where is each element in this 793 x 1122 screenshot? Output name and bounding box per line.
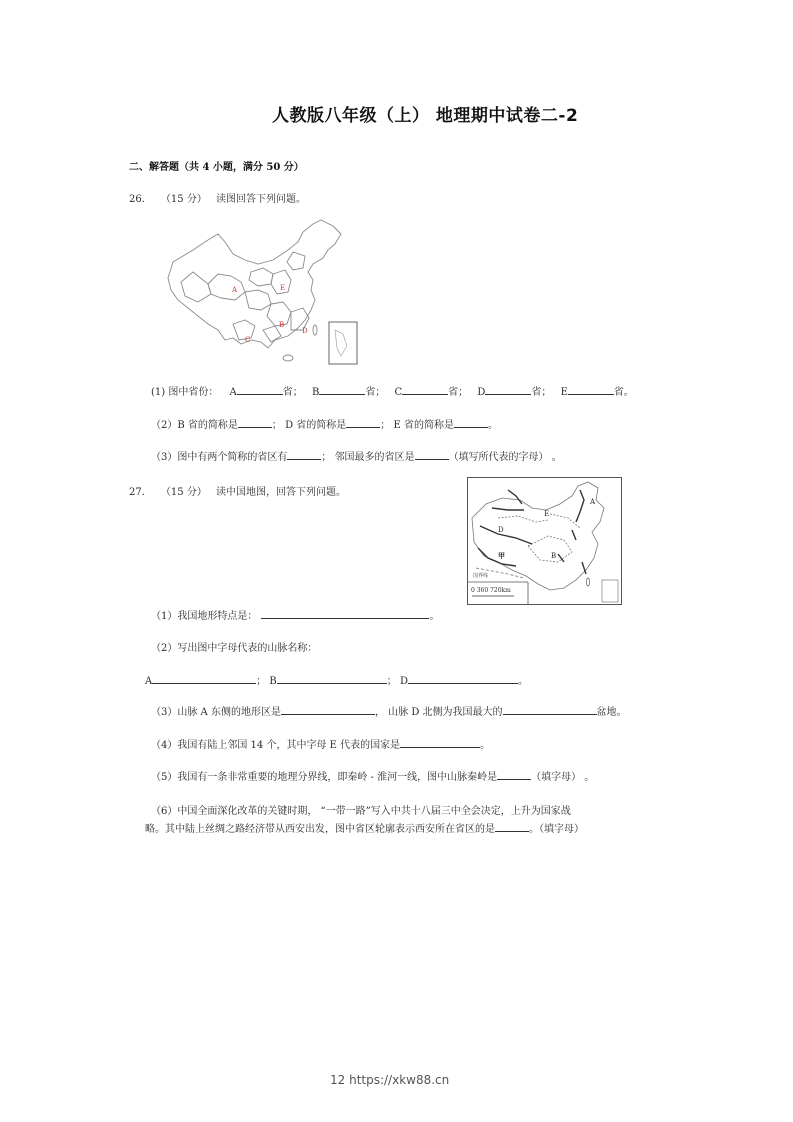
prompt-text: （5）我国有一条非常重要的地理分界线，即秦岭 - 淮河一线，图中山脉秦岭是 <box>151 772 498 783</box>
question-26-header <box>129 190 306 205</box>
answer-blank[interactable] <box>281 704 375 715</box>
svg-text:E: E <box>544 510 550 518</box>
prompt-text: （6）中国全面深化改革的关键时期， “一带一路”写入中共十八届三中全会决定，上升为国家战 <box>151 806 571 817</box>
label-d: D <box>477 387 486 398</box>
label-b: B <box>269 676 277 687</box>
label-a: A <box>145 676 153 687</box>
question-27-3 <box>151 703 627 718</box>
suffix: （填写所代表的字母） 。 <box>448 452 562 463</box>
question-27-6-line2 <box>145 820 584 835</box>
label-d: D <box>399 676 408 687</box>
terrain-map-icon <box>468 478 621 604</box>
sub-question-prefix: (1) 图中省份： <box>151 387 219 398</box>
question-26-2 <box>151 416 498 431</box>
suffix: 省； <box>365 387 386 398</box>
suffix: ； <box>321 452 332 463</box>
prompt-text: （4）我国有陆上邻国 14 个，其中字母 E 代表的国家是 <box>151 740 401 751</box>
prompt-text: （1）我国地形特点是： <box>151 611 258 622</box>
prompt-text: 邻国最多的省区是 <box>334 452 415 463</box>
suffix: 省； <box>531 387 552 398</box>
svg-text:A: A <box>232 286 238 294</box>
label-a: A <box>229 387 237 398</box>
answer-blank[interactable] <box>238 417 272 428</box>
question-26-3 <box>151 448 562 463</box>
answer-blank[interactable] <box>415 449 449 460</box>
suffix: 。 <box>518 676 528 687</box>
svg-text:甲: 甲 <box>498 551 505 560</box>
section-heading: 二、解答题（共 4 小题，满分 50 分） <box>129 162 304 173</box>
page-title: 人教版八年级（上） 地理期中试卷二-2 <box>272 106 579 126</box>
suffix: ， <box>374 707 385 718</box>
question-27-header <box>129 483 346 498</box>
suffix: 。 <box>429 611 440 622</box>
china-province-map <box>163 212 378 370</box>
answer-blank[interactable] <box>454 417 488 428</box>
page-footer: 12 https://xkw88.cn <box>330 1073 450 1087</box>
answer-blank[interactable] <box>495 821 529 832</box>
answer-blank[interactable] <box>346 417 380 428</box>
suffix: 盆地。 <box>596 707 627 718</box>
suffix: 省； <box>448 387 469 398</box>
svg-text:B: B <box>279 321 285 329</box>
question-points: （15 分） <box>160 194 207 205</box>
suffix: ； <box>271 420 282 431</box>
question-27-2-answers <box>145 672 528 687</box>
prompt-text: 山脉 D 北侧为我国最大的 <box>388 707 503 718</box>
question-prompt: 读中国地图，回答下列问题。 <box>216 487 347 498</box>
svg-text:D: D <box>498 526 504 534</box>
question-number: 27． <box>129 487 152 498</box>
china-outline-icon <box>163 212 378 370</box>
svg-text:C: C <box>245 336 251 344</box>
suffix: 。 <box>480 740 491 751</box>
answer-blank[interactable] <box>400 737 480 748</box>
label-c: C <box>394 387 403 398</box>
svg-text:国界线: 国界线 <box>473 573 489 579</box>
suffix: 。 <box>487 420 498 431</box>
answer-blank[interactable] <box>497 769 531 780</box>
label-e: E <box>560 387 568 398</box>
prompt-text: （2）B 省的简称是 <box>151 420 238 431</box>
china-terrain-map <box>467 477 622 605</box>
prompt-text: 略。其中陆上丝绸之路经济带从西安出发，图中省区轮廓表示西安所在省区的是 <box>145 824 495 835</box>
svg-text:0 360 720km: 0 360 720km <box>471 587 511 594</box>
answer-blank-a[interactable] <box>237 384 283 395</box>
answer-blank-d[interactable] <box>408 673 518 684</box>
svg-text:B: B <box>551 552 557 560</box>
question-27-1 <box>151 607 439 622</box>
suffix: 省； <box>282 387 303 398</box>
question-27-5 <box>151 768 594 783</box>
answer-blank-b[interactable] <box>319 384 365 395</box>
answer-blank-b[interactable] <box>277 673 387 684</box>
svg-text:A: A <box>590 498 596 506</box>
prompt-text: （3）图中有两个简称的省区有 <box>151 452 288 463</box>
question-26-1 <box>151 383 634 398</box>
answer-blank-c[interactable] <box>402 384 448 395</box>
answer-blank-d[interactable] <box>485 384 531 395</box>
question-number: 26． <box>129 194 152 205</box>
suffix: 省。 <box>613 387 634 398</box>
prompt-text: （3）山脉 A 东侧的地形区是 <box>151 707 281 718</box>
prompt-text: D 省的简称是 <box>285 420 347 431</box>
suffix: ； <box>386 676 397 687</box>
question-27-6-line1 <box>151 802 571 817</box>
prompt-text: E 省的简称是 <box>393 420 454 431</box>
question-prompt: 读图回答下列问题。 <box>216 194 307 205</box>
suffix: （填字母） 。 <box>531 772 595 783</box>
answer-blank-a[interactable] <box>152 673 256 684</box>
answer-blank[interactable] <box>503 704 597 715</box>
prompt-text: （2）写出图中字母代表的山脉名称： <box>151 643 318 654</box>
suffix: ； <box>380 420 391 431</box>
svg-text:E: E <box>280 284 286 292</box>
suffix: 。（填字母） <box>529 824 584 835</box>
label-b: B <box>311 387 320 398</box>
suffix: ； <box>256 676 267 687</box>
question-27-4 <box>151 736 490 751</box>
svg-text:D: D <box>302 327 308 335</box>
question-points: （15 分） <box>160 487 207 498</box>
answer-blank[interactable] <box>287 449 321 460</box>
answer-blank-e[interactable] <box>568 384 614 395</box>
question-27-2 <box>151 639 317 654</box>
answer-blank[interactable] <box>261 608 429 619</box>
